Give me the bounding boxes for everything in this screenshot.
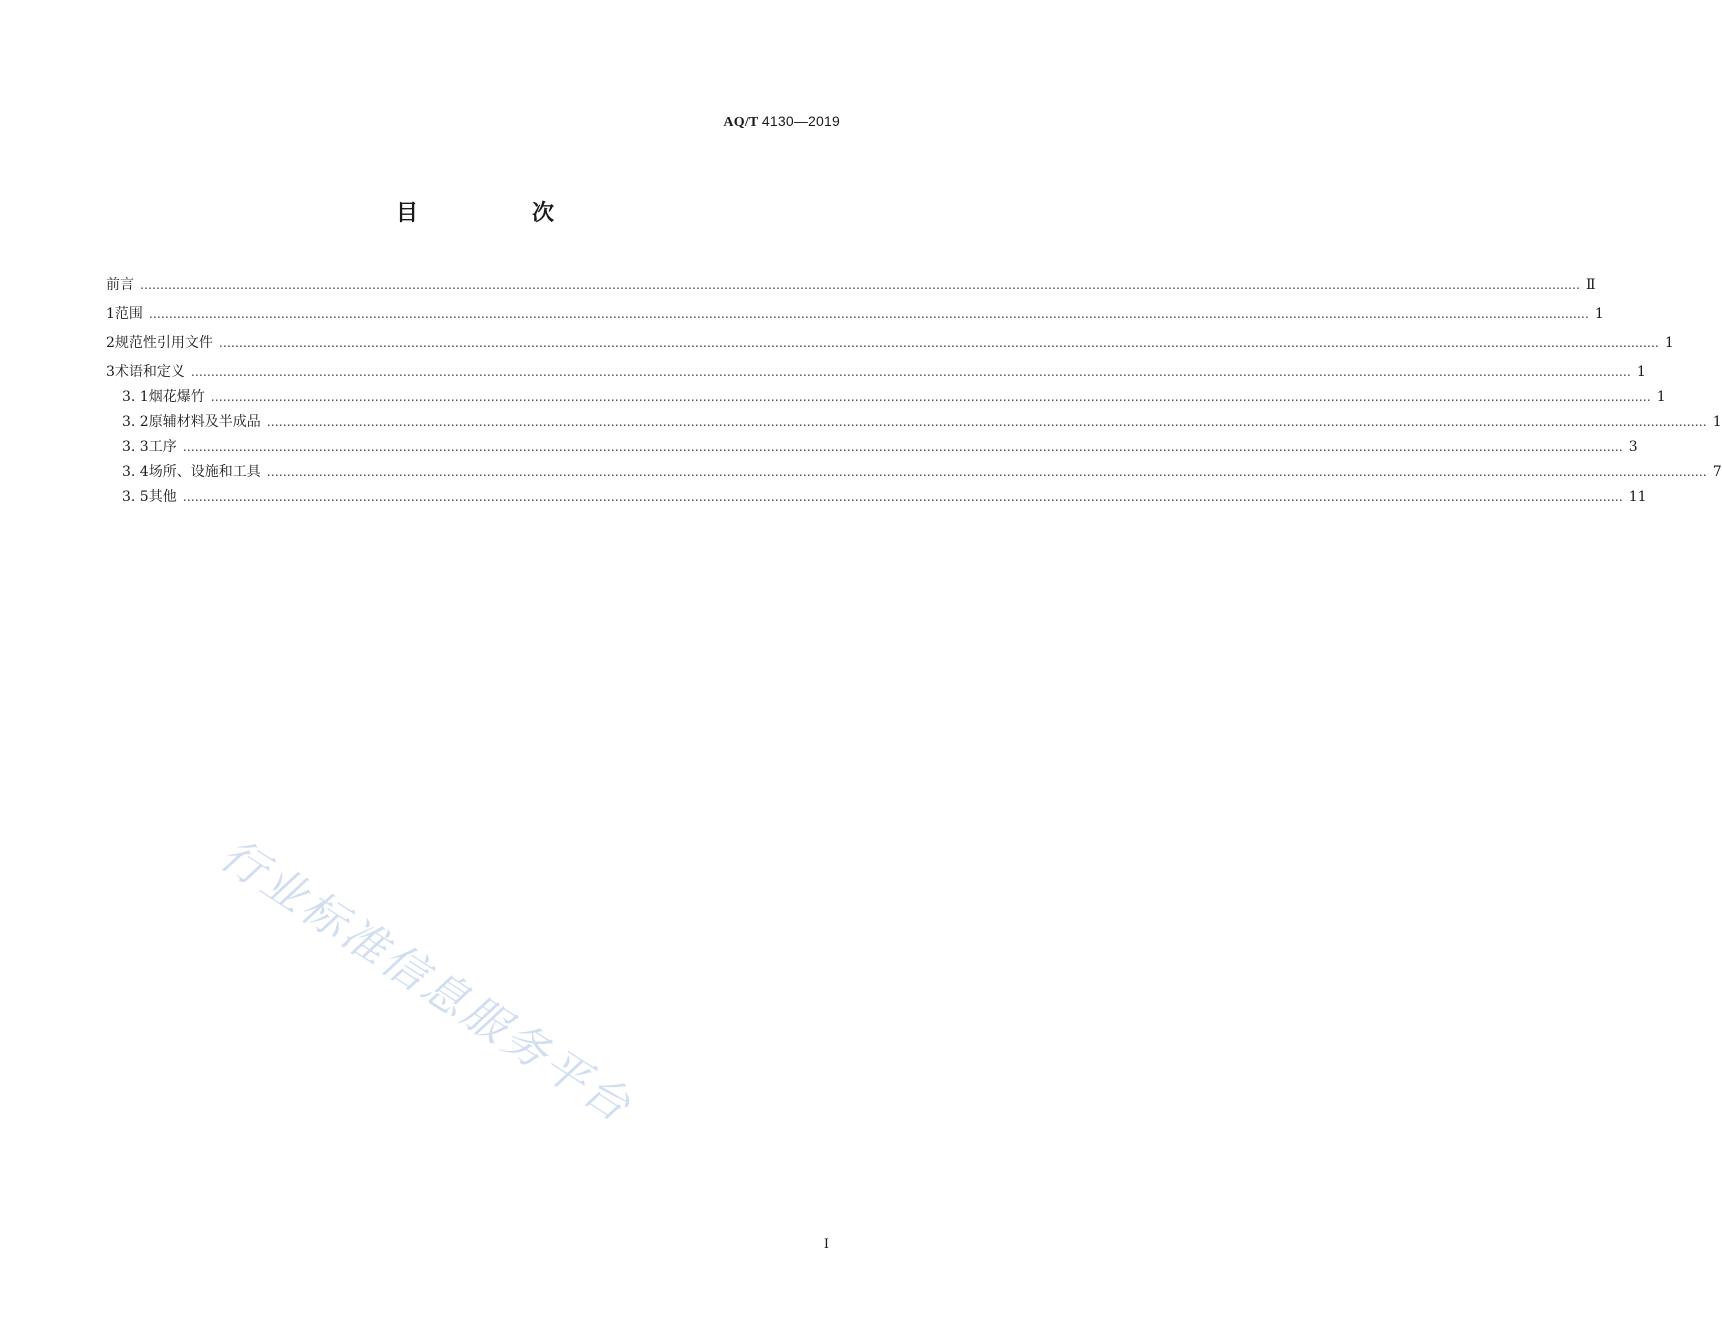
- toc-entry[interactable]: [106, 274, 1596, 299]
- toc-leader-dots: ………………………………………………………………………………………………………………………………………………………………………………………………………………………………………………………………………………………………………………………………: [266, 415, 1707, 429]
- toc-leader-dots: ………………………………………………………………………………………………………………………………………………………………………………………………………………………………………………………………………………………………………………………………: [182, 490, 1623, 504]
- toc-entry-label: 规范性引用文件: [114, 335, 213, 351]
- toc-entry-label: 术语和定义: [114, 364, 185, 380]
- toc-entry-page: 1: [1664, 335, 1674, 351]
- toc-entry[interactable]: [106, 303, 1604, 328]
- standard-code: [723, 113, 840, 131]
- toc-leader-dots: ………………………………………………………………………………………………………………………………………………………………………………………………………………………………………………………………………………………………………………………………: [148, 307, 1589, 321]
- toc-entry-page: Ⅱ: [1586, 277, 1596, 293]
- toc-entry-page: 3: [1628, 439, 1638, 455]
- toc-leader-dots: ………………………………………………………………………………………………………………………………………………………………………………………………………………………………………………………………………………………………………………………………: [190, 365, 1631, 379]
- toc-entry[interactable]: [106, 486, 1647, 511]
- toc-entry-page: 1: [1656, 389, 1666, 405]
- toc-entry-number: 3. 4: [122, 464, 149, 480]
- toc-entry[interactable]: [106, 436, 1638, 461]
- toc-entry[interactable]: [106, 411, 1722, 436]
- page-title: 目 次: [395, 201, 600, 226]
- toc-entry-page: 7: [1712, 464, 1722, 480]
- toc-leader-dots: ………………………………………………………………………………………………………………………………………………………………………………………………………………………………………………………………………………………………………………………………: [266, 465, 1707, 479]
- toc-entry-label: 原辅材料及半成品: [148, 414, 261, 430]
- page-number: I: [823, 1237, 829, 1252]
- toc-entry-label: 场所、设施和工具: [148, 464, 261, 480]
- watermark: 行业标准信息服务平台: [211, 829, 642, 1134]
- toc-entry-label: 烟花爆竹: [148, 389, 205, 405]
- toc-entry[interactable]: [106, 461, 1722, 486]
- toc-leader-dots: ………………………………………………………………………………………………………………………………………………………………………………………………………………………………………………………………………………………………………………………………: [210, 390, 1651, 404]
- toc-leader-dots: ………………………………………………………………………………………………………………………………………………………………………………………………………………………………………………………………………………………………………………………………: [182, 440, 1623, 454]
- toc-entry-page: 1: [1594, 306, 1604, 322]
- toc-entry-number: 2: [106, 335, 115, 351]
- toc-entry-number: 3. 2: [122, 414, 149, 430]
- toc-entry-page: 11: [1628, 489, 1647, 505]
- standard-number: 4130—2019: [761, 113, 840, 129]
- toc-entry-page: 1: [1636, 364, 1646, 380]
- toc-entry-page: 1: [1712, 414, 1722, 430]
- toc-leader-dots: ………………………………………………………………………………………………………………………………………………………………………………………………………………………………………………………………………………………………………………………………: [218, 336, 1659, 350]
- toc-entry[interactable]: [106, 386, 1666, 411]
- toc-entry[interactable]: [106, 361, 1646, 386]
- toc-entry-label: 工序: [148, 439, 177, 455]
- toc-entry-label: 范围: [114, 306, 143, 322]
- standard-prefix: AQ/T: [723, 115, 759, 130]
- toc-entry-number: 3. 3: [122, 439, 149, 455]
- table-of-contents: [106, 274, 1722, 511]
- toc-entry-label: 其他: [148, 489, 177, 505]
- toc-entry-number: 3. 1: [122, 389, 149, 405]
- toc-entry-number: 3: [106, 364, 115, 380]
- toc-entry-label: 前言: [106, 277, 134, 293]
- toc-entry-number: 1: [106, 306, 115, 322]
- toc-entry-number: 3. 5: [122, 489, 149, 505]
- toc-entry[interactable]: [106, 332, 1674, 357]
- toc-leader-dots: ………………………………………………………………………………………………………………………………………………………………………………………………………………………………………………………………………………………………………………………………: [140, 278, 1580, 292]
